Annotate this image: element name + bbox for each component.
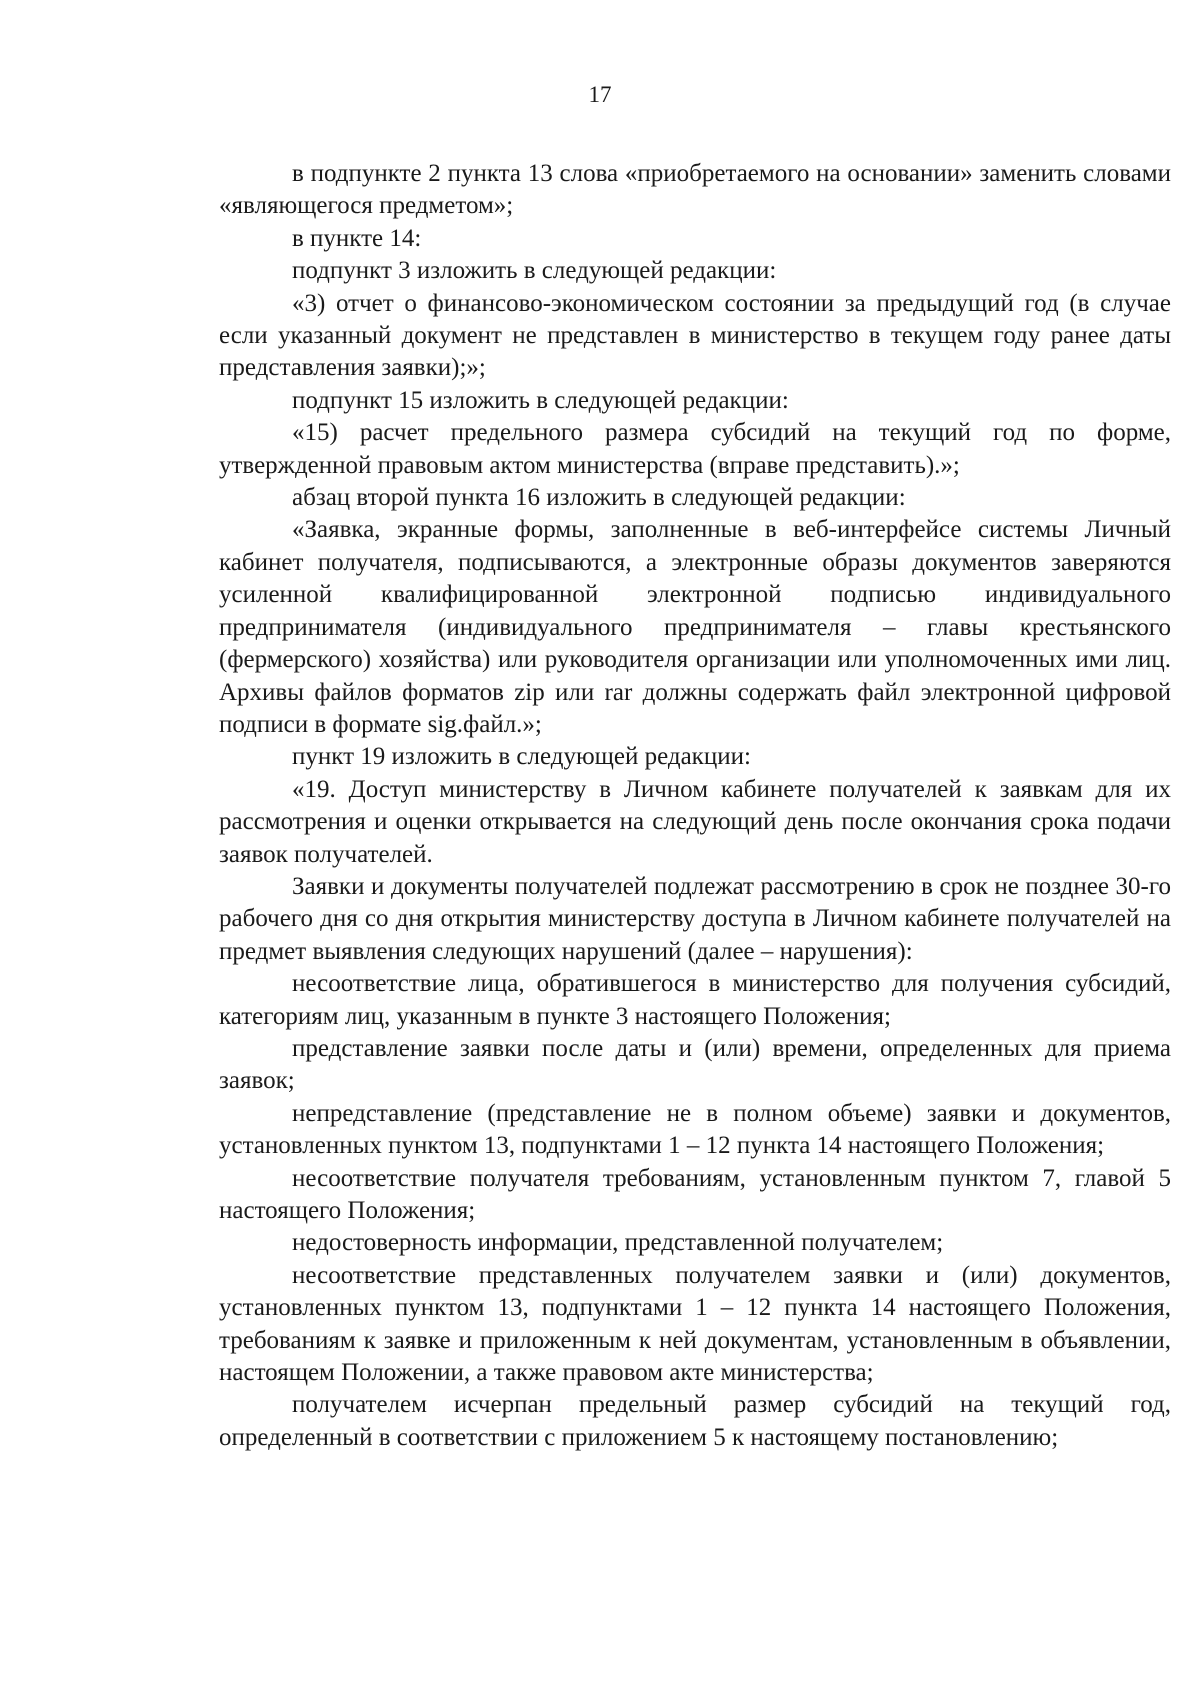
paragraph: в пункте 14: (292, 224, 422, 252)
paragraph: представление заявки после даты и (или) времени, определенных для приема заявок; (219, 1034, 1171, 1095)
paragraph: в подпункте 2 пункта 13 слова «приобретаемого на основании» заменить словами «являющегося предметом»; (219, 160, 1171, 220)
paragraph: «Заявка, экранные формы, заполненные в веб-интерфейсе системы Личный кабинет получателя, подписываются, а электронные образы документов заверяются усиленной квалифицированной электронной подписью индивидуального предпринимателя (индивидуального предпринимателя – главы крестьянского (фермерского) хозяйства) или руководителя организации или уполномоченных ими лиц. Архивы файлов форматов zip или rar должны содержать файл электронной цифровой подписи в формате sig.файл.»; (219, 516, 1171, 738)
paragraph: несоответствие представленных получателем заявки и (или) документов, установленных пунктом 13, подпунктами 1 – 12 пункта 14 настоящего Положения, требованиям к заявке и приложенным к ней документам, установленным в объявлении, настоящем Положении, а также правовом акте министерства; (219, 1261, 1171, 1387)
paragraph: Заявки и документы получателей подлежат рассмотрению в срок не позднее 30-го рабочего дня со дня открытия министерству доступа в Личном кабинете получателей на предмет выявления следующих нарушений (далее – нарушения): (219, 872, 1171, 965)
paragraph: «15) расчет предельного размера субсидий на текущий год по форме, утвержденной правовым актом министерства (вправе представить).»; (219, 419, 1171, 479)
page-number: 17 (588, 82, 612, 107)
paragraph: подпункт 3 изложить в следующей редакции: (292, 257, 777, 285)
paragraph: абзац второй пункта 16 изложить в следующей редакции: (292, 484, 906, 512)
paragraph: «3) отчет о финансово-экономическом состоянии за предыдущий год (в случае если указанный документ не представлен в министерство в текущем году ранее даты представления заявки);»; (219, 289, 1171, 382)
paragraph: получателем исчерпан предельный размер субсидий на текущий год, определенный в соответствии с приложением 5 к настоящему постановлению; (219, 1391, 1171, 1451)
paragraph: недостоверность информации, представленной получателем; (292, 1229, 944, 1257)
paragraph: несоответствие лица, обратившегося в министерство для получения субсидий, категориям лиц, указанным в пункте 3 настоящего Положения; (219, 970, 1171, 1030)
paragraph: пункт 19 изложить в следующей редакции: (292, 743, 751, 771)
paragraph: несоответствие получателя требованиям, установленным пунктом 7, главой 5 настоящего Положения; (219, 1164, 1171, 1224)
paragraph: подпункт 15 изложить в следующей редакции: (292, 386, 789, 414)
document-body (219, 158, 1171, 1454)
paragraph: «19. Доступ министерству в Личном кабинете получателей к заявкам для их рассмотрения и оценки открывается на следующий день после окончания срока подачи заявок получателей. (219, 775, 1171, 868)
paragraph: непредставление (представление не в полном объеме) заявки и документов, установленных пунктом 13, подпунктами 1 – 12 пункта 14 настоящего Положения; (219, 1099, 1171, 1160)
